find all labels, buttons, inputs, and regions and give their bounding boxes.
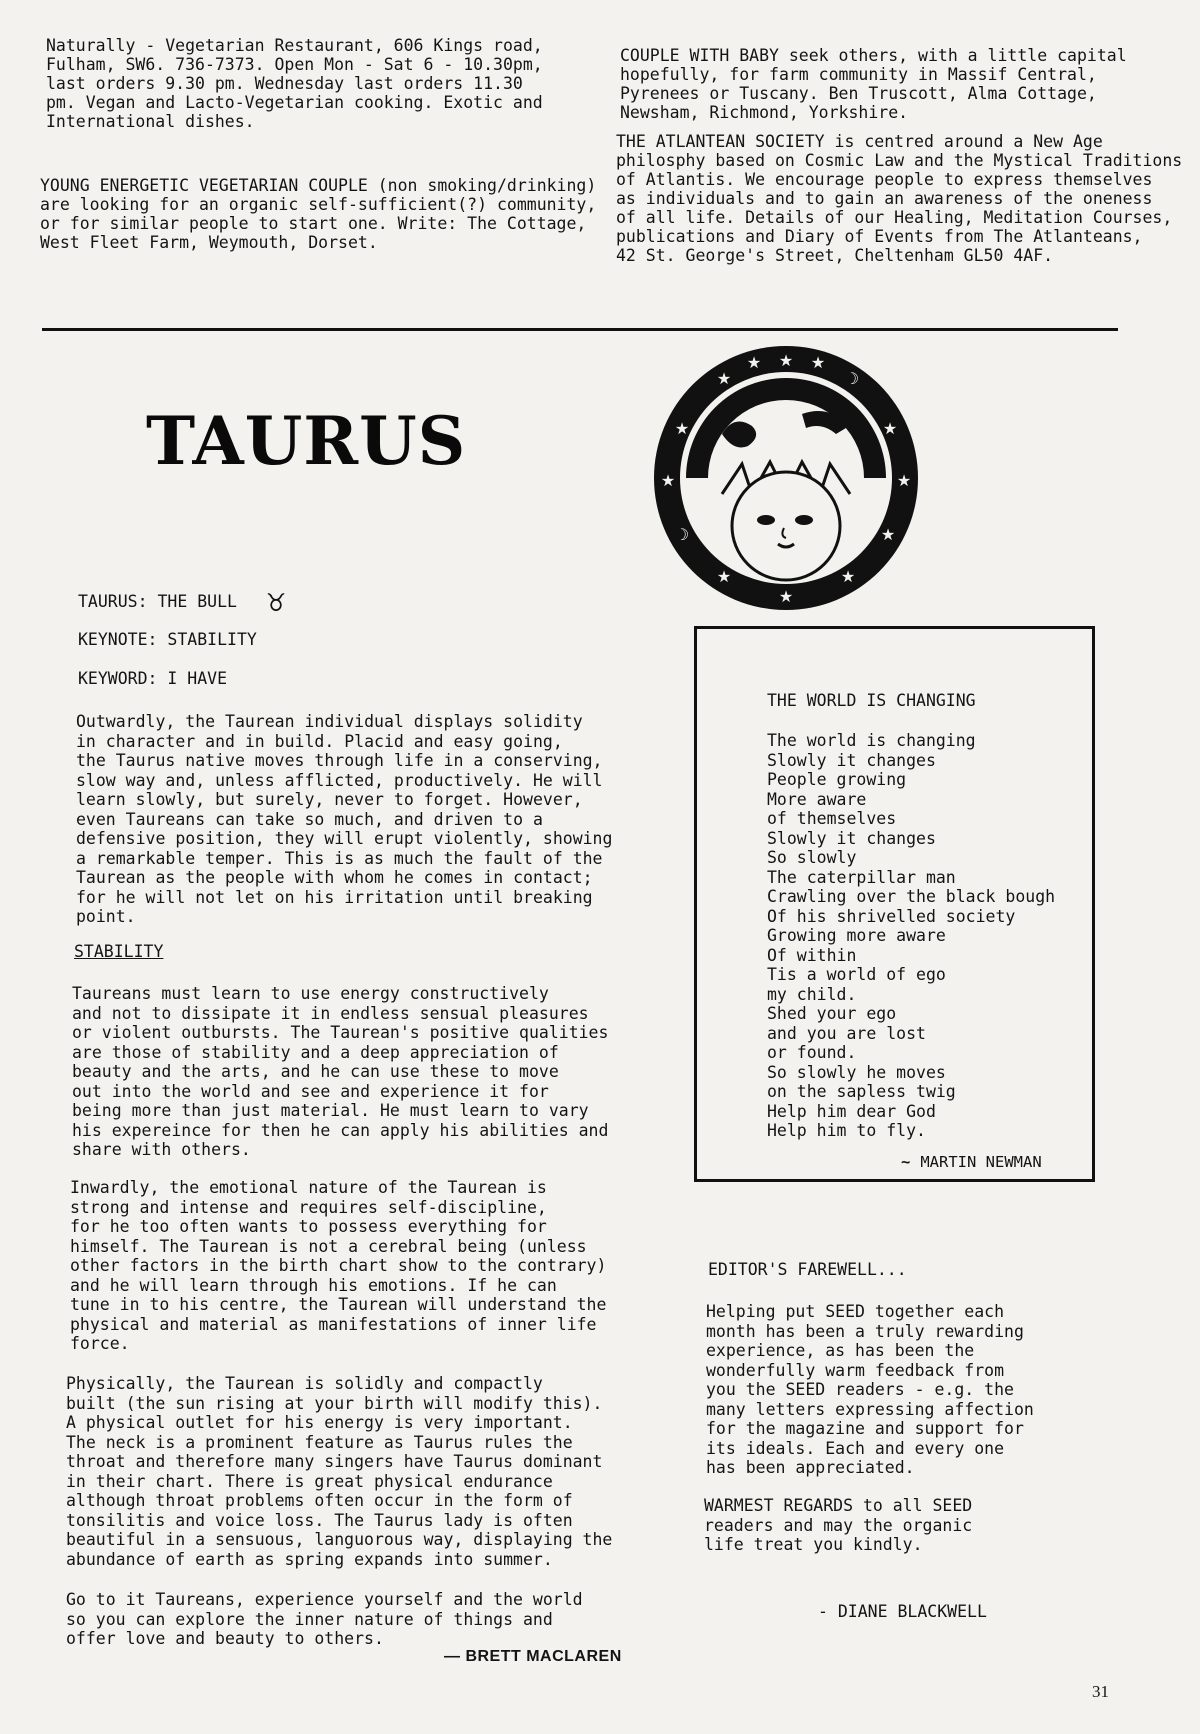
taurus-glyph-icon: ♉: [266, 584, 285, 619]
sign-line: [78, 584, 285, 619]
article-paragraph-1: Outwardly, the Taurean individual displays solidity in character and in build. Placid and easy going, the Taurus native moves through life in a conserving, slow way and, unless afflicted, productively. He will learn slowly, but surely, never to forget. However, even Taureans can take so much, and driven to a defensive position, they will erupt violently, showing a remarkable temper. This is as much the fault of the Taurean as the people with whom he comes in contact; for he will not let on his irritation until breaking point.: [76, 712, 613, 926]
article-paragraph-5: Go to it Taureans, experience yourself and the world so you can explore the inner nature of things and offer love and beauty to others.: [66, 1590, 583, 1648]
farewell-title: EDITOR'S FAREWELL...: [708, 1260, 907, 1279]
stability-heading: STABILITY: [74, 942, 164, 961]
farewell-author: - DIANE BLACKWELL: [818, 1602, 987, 1621]
poem-title: THE WORLD IS CHANGING: [767, 691, 976, 710]
ad-restaurant: Naturally - Vegetarian Restaurant, 606 Kings road, Fulham, SW6. 736-7373. Open Mon - Sat 6 - 10.30pm, last orders 9.30 pm. Wednesday last orders 11.30 pm. Vegan and Lacto-Vegetarian cooking. Exotic and International dishes.: [46, 36, 543, 131]
article-title: TAURUS: [146, 402, 467, 480]
poem-signature: [901, 1153, 1042, 1171]
svg-text:★: ★: [880, 525, 896, 544]
article-paragraph-3: Inwardly, the emotional nature of the Taurean is strong and intense and requires self-discipline, for he too often wants to possess everything for himself. The Taurean is not a cerebral being (unless other factors in the birth chart show to the contrary) and he will learn through his emotions. If he can tune in to his centre, the Taurean will understand the physical and material as manifestations of inner life force.: [70, 1178, 607, 1353]
poem-body: The world is changing Slowly it changes People growing More aware of themselves Slowly it changes So slowly The caterpillar man Crawling over the black bough Of his shrivelled society Growing more aware Of within Tis a world of ego my child. Shed your ego and you are lost or found. So slowly he moves on the sapless twig Help him dear God Help him to fly.: [767, 731, 1056, 1140]
svg-text:★: ★: [840, 567, 856, 586]
farewell-paragraph-2: WARMEST REGARDS to all SEED readers and may the organic life treat you kindly.: [704, 1496, 973, 1554]
ad-young-couple: YOUNG ENERGETIC VEGETARIAN COUPLE (non smoking/drinking) are looking for an organic self-sufficient(?) community, or for similar people to start one. Write: The Cottage, West Fleet Farm, Weymouth, Dorset.: [40, 176, 597, 252]
poem-box: [694, 626, 1095, 1182]
article-paragraph-4: Physically, the Taurean is solidly and compactly built (the sun rising at your birth will modify this). A physical outlet for his energy is very important. The neck is a prominent feature as Taurus rules the throat and therefore many singers have Taurus dominant in their chart. There is great physical endurance although throat problems often occur in the form of tonsilitis and voice loss. The Taurus lady is often beautiful in a sensuous, languorous way, displaying the abundance of earth as spring expands into summer.: [66, 1374, 613, 1569]
ad-atlantean-society: THE ATLANTEAN SOCIETY is centred around a New Age philosphy based on Cosmic Law and the Mystical Traditions of Atlantis. We encourage people to express themselves as individuals and to gain an awareness of the oneness of all life. Details of our Healing, Meditation Courses, publications and Diary of Events from The Atlanteans, 42 St. George's Street, Cheltenham GL50 4AF.: [616, 132, 1183, 265]
sign-line-text: TAURUS: THE BULL: [78, 592, 237, 611]
poem-author: MARTIN NEWMAN: [920, 1153, 1042, 1171]
svg-text:★: ★: [674, 419, 690, 438]
keynote-line: KEYNOTE: STABILITY: [78, 630, 257, 649]
article-author: — BRETT MACLAREN: [444, 1648, 622, 1665]
svg-text:★: ★: [882, 419, 898, 438]
zodiac-illustration: [652, 344, 920, 612]
ad-couple-with-baby: COUPLE WITH BABY seek others, with a little capital hopefully, for farm community in Massif Central, Pyrenees or Tuscany. Ben Truscott, Alma Cottage, Newsham, Richmond, Yorkshire.: [620, 46, 1127, 122]
svg-text:★: ★: [778, 587, 794, 606]
article-paragraph-2: Taureans must learn to use energy constructively and not to dissipate it in endless sensual pleasures or violent outbursts. The Taurean's positive qualities are those of stability and a deep appreciation of beauty and the arts, and he can use these to move out into the world and see and experience it for being more than just material. He must learn to vary his expereince for then he can apply his abilities and share with others.: [72, 984, 609, 1159]
svg-text:★: ★: [810, 353, 826, 372]
svg-text:☽: ☽: [844, 369, 860, 388]
svg-text:★: ★: [778, 351, 794, 370]
farewell-paragraph-1: Helping put SEED together each month has been a truly rewarding experience, as has been the wonderfully warm feedback from you the SEED readers - e.g. the many letters expressing affection for the magazine and support for its ideals. Each and every one has been appreciated.: [706, 1302, 1034, 1477]
svg-text:★: ★: [716, 369, 732, 388]
section-divider: [42, 328, 1118, 331]
page-number: 31: [1092, 1682, 1109, 1701]
svg-text:★: ★: [660, 471, 676, 490]
svg-text:★: ★: [896, 471, 912, 490]
keyword-line: KEYWORD: I HAVE: [78, 669, 228, 688]
tilde-mark: ~: [901, 1153, 911, 1171]
svg-text:☽: ☽: [674, 525, 690, 544]
svg-text:★: ★: [746, 353, 762, 372]
svg-text:★: ★: [716, 567, 732, 586]
